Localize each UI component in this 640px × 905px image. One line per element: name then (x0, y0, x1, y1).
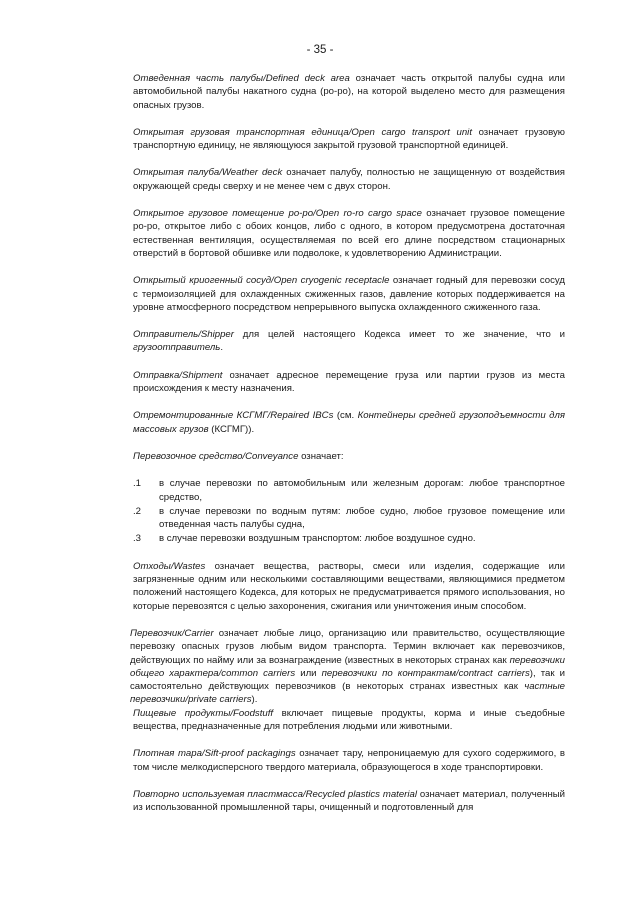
term: Повторно используемая пластмасса/Recycled plastics material (133, 788, 417, 800)
list-item-number: .1 (133, 478, 142, 490)
definition-open-cargo-transport-unit (133, 126, 565, 153)
term: Перевозчик/Carrier (130, 627, 214, 639)
term: Пищевые продукты/Foodstuff (133, 707, 274, 719)
definition-text: означает любые лицо, организацию или правительство, осуществляющие перевозку опасных грузов любым видом транспорта. Термин включает как перевозчиков, действующих по найму или за вознаграждение (известных в некоторых странах как (130, 627, 565, 666)
conveyance-list (133, 477, 565, 545)
term: Отходы/Wastes (133, 560, 206, 572)
page-number: - 35 - (306, 44, 334, 56)
definition-sift-proof-packagings (133, 747, 565, 774)
definition-text: или (295, 667, 322, 679)
definition-text: для целей настоящего Кодекса имеет то же значение, что и (233, 329, 565, 341)
definition-text: означает палубу, полностью не защищенную от воздействия окружающей среды сверху и не менее чем с двух сторон. (133, 167, 566, 192)
term: Отправка/Shipment (133, 369, 223, 381)
term: Открытая грузовая транспортная единица/Open cargo transport unit (133, 126, 472, 138)
term-reference: грузоотправитель (133, 342, 221, 354)
list-item-text: в случае перевозки воздушным транспортом: любое воздушное судно. (159, 533, 476, 545)
definition-repaired-ibcs (133, 409, 565, 436)
list-item-number: .3 (133, 533, 142, 545)
definition-text: означает часть открытой палубы судна или автомобильной палубы накатного судна (ро-ро), на которой выделено место для размещения опасных грузов. (133, 73, 566, 111)
term: Открытое грузовое помещение ро-ро/Open ro-ro cargo space (133, 208, 422, 220)
definition-text: означает вещества, растворы, смеси или изделия, содержащие или загрязненные одним или несколькими составляющими веществами, являющимися предметом положений настоящего Кодекса, для которых не предусматривается прямого использования, но которые перевозятся с целью захоронения, сжигания или уничтожения иным способом. (133, 560, 565, 612)
definition-shipment (133, 369, 565, 396)
definition-text: означает тару, непроницаемую для сухого содержимого, в том числе мелкодисперсного твердого материала, образующегося в ходе транспортировки. (133, 748, 565, 773)
definition-conveyance (133, 450, 565, 463)
document-body (130, 72, 566, 828)
term-reference: Контейнеры средней грузоподъемности для массовых грузов (133, 410, 565, 435)
term: Отремонтированные КСГМГ/Repaired IBCs (133, 410, 334, 422)
definition-defined-deck-area (133, 72, 565, 112)
definition-text: означает грузовую транспортную единицу, не являющуюся закрытой грузовой транспортной единицей. (133, 126, 566, 152)
list-item-text: в случае перевозки по водным путям: любое судно, любое грузовое помещение или отведенная часть палубы судна, (159, 505, 565, 531)
term-reference: перевозчики по контрактам/contract carriers (321, 667, 530, 679)
term: Открытый криогенный сосуд/Open cryogenic receptacle (133, 275, 390, 287)
term: Плотная тара/Sift-proof packagings (133, 748, 296, 760)
definition-text: означает материал, полученный из использованной промышленной тары, очищенный и подготовленный для (133, 788, 565, 814)
definition-foodstuff (133, 707, 565, 734)
definition-text-end: ). (251, 694, 258, 706)
term: Отведенная часть палубы/Defined deck area (133, 73, 350, 84)
list-item (133, 477, 565, 504)
definition-shipper (133, 328, 565, 355)
definition-carrier (130, 627, 565, 707)
definition-open-cryogenic-receptacle (133, 274, 565, 314)
definition-text-end: (КСГМГ)). (208, 423, 255, 435)
term-reference: перевозчики общего характера/common carriers (130, 654, 565, 679)
definition-text: (см. (333, 410, 358, 422)
definition-text: означает: (298, 450, 344, 462)
definition-recycled-plastics-material (133, 788, 565, 815)
definition-weather-deck (133, 166, 565, 193)
definition-open-ro-ro-cargo-space (133, 207, 565, 260)
list-item (133, 532, 565, 545)
list-item-number: .2 (133, 505, 142, 517)
definition-text: означает адресное перемещение груза или партии грузов из места происхождения к месту назначения. (133, 369, 565, 395)
definition-text: означает грузовое помещение ро-ро, открытое либо с обоих концов, либо с одного, в котором предусмотрена достаточная естественная вентиляция, осуществляемая по всей его длине посредством стационарных отверстий в бортовой обшивке или подволоке, к удовлетворению Администрации. (133, 208, 565, 259)
definition-text: ), так и самостоятельно действующих перевозчиков (в некоторых странах известных как (130, 667, 565, 693)
definition-wastes (133, 560, 565, 613)
list-item-text: в случае перевозки по автомобильным или железным дорогам: любое транспортное средство, (159, 478, 565, 503)
term: Открытая палуба/Weather deck (133, 167, 283, 179)
term: Отправитель/Shipper (133, 329, 234, 341)
definition-text-end: . (220, 342, 223, 354)
term-reference: частные перевозчики/private carriers (130, 681, 565, 706)
definition-text: включает пищевые продукты, корма и иные съедобные вещества, предназначенные для потребления людьми или животными. (133, 707, 565, 732)
list-item (133, 505, 565, 532)
term: Перевозочное средство/Conveyance (133, 450, 299, 462)
definition-text: означает годный для перевозки сосуд с термоизоляцией для охлажденных сжиженных газов, давление которых поддерживается на уровне атмосферного посредством непрерывного выпуска охлажденного сжиженного газа. (133, 275, 565, 313)
